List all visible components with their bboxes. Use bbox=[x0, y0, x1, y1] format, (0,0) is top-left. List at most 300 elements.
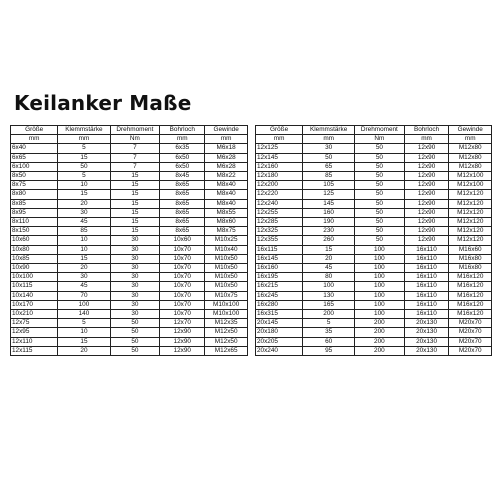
clamping-thickness-cell: 165 bbox=[303, 300, 355, 309]
table-row bbox=[11, 162, 248, 171]
size-cell: 8x150 bbox=[11, 227, 58, 236]
table-row bbox=[11, 346, 248, 355]
header-row bbox=[256, 126, 492, 135]
table-row bbox=[11, 245, 248, 254]
size-cell: 20x180 bbox=[256, 328, 303, 337]
thread-cell: M16x60 bbox=[449, 245, 492, 254]
clamping-thickness-cell: 70 bbox=[58, 291, 110, 300]
torque-cell: 30 bbox=[110, 264, 160, 273]
table-row bbox=[256, 310, 492, 319]
thread-cell: M12x120 bbox=[449, 199, 492, 208]
torque-cell: 200 bbox=[355, 328, 405, 337]
clamping-thickness-cell: 60 bbox=[303, 337, 355, 346]
torque-cell: 100 bbox=[355, 300, 405, 309]
thread-cell: M16x120 bbox=[449, 291, 492, 300]
size-cell: 12x115 bbox=[11, 346, 58, 355]
table-row bbox=[256, 273, 492, 282]
torque-cell: 50 bbox=[355, 190, 405, 199]
col-header-klemmstaerke: Klemmstärke bbox=[303, 126, 355, 135]
thread-cell: M10x100 bbox=[205, 300, 248, 309]
drill-hole-cell: 6x50 bbox=[160, 153, 205, 162]
thread-cell: M12x80 bbox=[449, 162, 492, 171]
drill-hole-cell: 10x70 bbox=[160, 282, 205, 291]
torque-cell: 30 bbox=[110, 291, 160, 300]
clamping-thickness-cell: 100 bbox=[58, 300, 110, 309]
thread-cell: M12x50 bbox=[205, 328, 248, 337]
unit-cell: mm bbox=[160, 135, 205, 144]
size-cell: 12x355 bbox=[256, 236, 303, 245]
size-cell: 12x125 bbox=[256, 144, 303, 153]
unit-cell: mm bbox=[11, 135, 58, 144]
clamping-thickness-cell: 45 bbox=[58, 282, 110, 291]
thread-cell: M6x28 bbox=[205, 162, 248, 171]
size-cell: 16x215 bbox=[256, 282, 303, 291]
table-row bbox=[256, 300, 492, 309]
size-cell: 20x205 bbox=[256, 337, 303, 346]
drill-hole-cell: 16x110 bbox=[404, 245, 449, 254]
thread-cell: M10x40 bbox=[205, 245, 248, 254]
thread-cell: M16x80 bbox=[449, 264, 492, 273]
clamping-thickness-cell: 5 bbox=[58, 319, 110, 328]
torque-cell: 200 bbox=[355, 346, 405, 355]
clamping-thickness-cell: 10 bbox=[58, 245, 110, 254]
table-row bbox=[11, 218, 248, 227]
page-title: Keilanker Maße bbox=[14, 91, 192, 115]
thread-cell: M12x100 bbox=[449, 172, 492, 181]
clamping-thickness-cell: 15 bbox=[58, 153, 110, 162]
units-row bbox=[11, 135, 248, 144]
thread-cell: M20x70 bbox=[449, 319, 492, 328]
clamping-thickness-cell: 30 bbox=[58, 208, 110, 217]
torque-cell: 50 bbox=[355, 199, 405, 208]
table-row bbox=[11, 273, 248, 282]
torque-cell: 100 bbox=[355, 291, 405, 300]
table-row bbox=[256, 181, 492, 190]
drill-hole-cell: 16x110 bbox=[404, 300, 449, 309]
clamping-thickness-cell: 20 bbox=[58, 199, 110, 208]
table-row bbox=[11, 291, 248, 300]
torque-cell: 30 bbox=[110, 310, 160, 319]
drill-hole-cell: 20x130 bbox=[404, 337, 449, 346]
clamping-thickness-cell: 65 bbox=[303, 162, 355, 171]
clamping-thickness-cell: 200 bbox=[303, 310, 355, 319]
table-row bbox=[256, 346, 492, 355]
size-cell: 16x115 bbox=[256, 245, 303, 254]
clamping-thickness-cell: 85 bbox=[303, 172, 355, 181]
clamping-thickness-cell: 5 bbox=[303, 319, 355, 328]
size-cell: 12x160 bbox=[256, 162, 303, 171]
thread-cell: M6x28 bbox=[205, 153, 248, 162]
drill-hole-cell: 8x65 bbox=[160, 227, 205, 236]
table-row bbox=[256, 162, 492, 171]
drill-hole-cell: 12x90 bbox=[404, 199, 449, 208]
clamping-thickness-cell: 85 bbox=[58, 227, 110, 236]
size-cell: 12x145 bbox=[256, 153, 303, 162]
size-cell: 16x160 bbox=[256, 264, 303, 273]
size-cell: 10x85 bbox=[11, 254, 58, 263]
table-row bbox=[256, 291, 492, 300]
drill-hole-cell: 10x70 bbox=[160, 273, 205, 282]
clamping-thickness-cell: 20 bbox=[58, 264, 110, 273]
table-row bbox=[11, 153, 248, 162]
drill-hole-cell: 8x65 bbox=[160, 181, 205, 190]
clamping-thickness-cell: 15 bbox=[58, 190, 110, 199]
clamping-thickness-cell: 160 bbox=[303, 208, 355, 217]
thread-cell: M8x22 bbox=[205, 172, 248, 181]
size-cell: 12x255 bbox=[256, 208, 303, 217]
size-cell: 8x110 bbox=[11, 218, 58, 227]
col-header-bohrloch: Bohrloch bbox=[404, 126, 449, 135]
table-row bbox=[256, 199, 492, 208]
clamping-thickness-cell: 5 bbox=[58, 144, 110, 153]
torque-cell: 100 bbox=[355, 273, 405, 282]
size-cell: 16x195 bbox=[256, 273, 303, 282]
torque-cell: 100 bbox=[355, 282, 405, 291]
drill-hole-cell: 10x60 bbox=[160, 236, 205, 245]
unit-cell: Nm bbox=[110, 135, 160, 144]
clamping-thickness-cell: 260 bbox=[303, 236, 355, 245]
clamping-thickness-cell: 95 bbox=[303, 346, 355, 355]
torque-cell: 100 bbox=[355, 245, 405, 254]
table-row bbox=[11, 300, 248, 309]
table-row bbox=[11, 337, 248, 346]
drill-hole-cell: 8x65 bbox=[160, 199, 205, 208]
drill-hole-cell: 12x90 bbox=[404, 227, 449, 236]
thread-cell: M20x70 bbox=[449, 337, 492, 346]
table-row bbox=[11, 236, 248, 245]
size-cell: 12x285 bbox=[256, 218, 303, 227]
drill-hole-cell: 20x130 bbox=[404, 346, 449, 355]
thread-cell: M8x75 bbox=[205, 227, 248, 236]
size-cell: 16x280 bbox=[256, 300, 303, 309]
unit-cell: mm bbox=[449, 135, 492, 144]
drill-hole-cell: 20x130 bbox=[404, 319, 449, 328]
size-cell: 10x60 bbox=[11, 236, 58, 245]
thread-cell: M10x50 bbox=[205, 273, 248, 282]
torque-cell: 50 bbox=[355, 172, 405, 181]
table-row bbox=[11, 181, 248, 190]
thread-cell: M8x60 bbox=[205, 218, 248, 227]
drill-hole-cell: 16x110 bbox=[404, 310, 449, 319]
drill-hole-cell: 12x90 bbox=[160, 346, 205, 355]
size-cell: 16x315 bbox=[256, 310, 303, 319]
col-header-bohrloch: Bohrloch bbox=[160, 126, 205, 135]
thread-cell: M16x120 bbox=[449, 282, 492, 291]
table-row bbox=[256, 337, 492, 346]
thread-cell: M16x120 bbox=[449, 300, 492, 309]
units-row bbox=[256, 135, 492, 144]
table-row bbox=[11, 208, 248, 217]
drill-hole-cell: 10x70 bbox=[160, 245, 205, 254]
table-row bbox=[256, 236, 492, 245]
unit-cell: mm bbox=[205, 135, 248, 144]
drill-hole-cell: 10x70 bbox=[160, 291, 205, 300]
col-header-gewinde: Gewinde bbox=[205, 126, 248, 135]
torque-cell: 50 bbox=[355, 218, 405, 227]
clamping-thickness-cell: 125 bbox=[303, 190, 355, 199]
torque-cell: 50 bbox=[355, 181, 405, 190]
torque-cell: 50 bbox=[110, 337, 160, 346]
torque-cell: 100 bbox=[355, 264, 405, 273]
unit-cell: mm bbox=[404, 135, 449, 144]
drill-hole-cell: 12x90 bbox=[404, 190, 449, 199]
size-cell: 8x50 bbox=[11, 172, 58, 181]
torque-cell: 50 bbox=[110, 346, 160, 355]
torque-cell: 50 bbox=[355, 236, 405, 245]
size-cell: 10x80 bbox=[11, 245, 58, 254]
drill-hole-cell: 16x110 bbox=[404, 282, 449, 291]
thread-cell: M16x120 bbox=[449, 310, 492, 319]
size-cell: 10x115 bbox=[11, 282, 58, 291]
torque-cell: 50 bbox=[355, 153, 405, 162]
thread-cell: M10x75 bbox=[205, 291, 248, 300]
table-row bbox=[11, 254, 248, 263]
torque-cell: 50 bbox=[110, 319, 160, 328]
unit-cell: mm bbox=[303, 135, 355, 144]
table-row bbox=[256, 328, 492, 337]
table-row bbox=[11, 172, 248, 181]
torque-cell: 30 bbox=[110, 245, 160, 254]
table-row bbox=[11, 319, 248, 328]
drill-hole-cell: 12x90 bbox=[404, 144, 449, 153]
torque-cell: 100 bbox=[355, 310, 405, 319]
size-cell: 16x245 bbox=[256, 291, 303, 300]
size-cell: 6x40 bbox=[11, 144, 58, 153]
unit-cell: Nm bbox=[355, 135, 405, 144]
size-cell: 12x75 bbox=[11, 319, 58, 328]
torque-cell: 50 bbox=[355, 144, 405, 153]
size-cell: 8x75 bbox=[11, 181, 58, 190]
drill-hole-cell: 12x90 bbox=[160, 328, 205, 337]
torque-cell: 15 bbox=[110, 190, 160, 199]
header-row bbox=[11, 126, 248, 135]
drill-hole-cell: 6x35 bbox=[160, 144, 205, 153]
torque-cell: 100 bbox=[355, 254, 405, 263]
size-cell: 20x240 bbox=[256, 346, 303, 355]
clamping-thickness-cell: 5 bbox=[58, 172, 110, 181]
drill-hole-cell: 20x130 bbox=[404, 328, 449, 337]
thread-cell: M8x40 bbox=[205, 190, 248, 199]
drill-hole-cell: 12x70 bbox=[160, 319, 205, 328]
torque-cell: 50 bbox=[355, 208, 405, 217]
table-row bbox=[11, 227, 248, 236]
table-row bbox=[11, 190, 248, 199]
size-cell: 20x145 bbox=[256, 319, 303, 328]
col-header-drehmoment: Drehmoment bbox=[110, 126, 160, 135]
table-row bbox=[11, 328, 248, 337]
clamping-thickness-cell: 30 bbox=[58, 273, 110, 282]
col-header-klemmstaerke: Klemmstärke bbox=[58, 126, 110, 135]
torque-cell: 50 bbox=[110, 328, 160, 337]
size-cell: 12x220 bbox=[256, 190, 303, 199]
clamping-thickness-cell: 10 bbox=[58, 181, 110, 190]
torque-cell: 7 bbox=[110, 162, 160, 171]
clamping-thickness-cell: 50 bbox=[303, 153, 355, 162]
clamping-thickness-cell: 50 bbox=[58, 162, 110, 171]
thread-cell: M16x80 bbox=[449, 254, 492, 263]
torque-cell: 30 bbox=[110, 254, 160, 263]
table-row bbox=[256, 208, 492, 217]
clamping-thickness-cell: 20 bbox=[58, 346, 110, 355]
table-row bbox=[256, 245, 492, 254]
table-row bbox=[11, 264, 248, 273]
thread-cell: M10x50 bbox=[205, 282, 248, 291]
thread-cell: M12x120 bbox=[449, 227, 492, 236]
table-row bbox=[256, 319, 492, 328]
clamping-thickness-cell: 140 bbox=[58, 310, 110, 319]
col-header-gewinde: Gewinde bbox=[449, 126, 492, 135]
drill-hole-cell: 10x70 bbox=[160, 254, 205, 263]
size-cell: 12x180 bbox=[256, 172, 303, 181]
size-cell: 10x140 bbox=[11, 291, 58, 300]
thread-cell: M16x120 bbox=[449, 273, 492, 282]
unit-cell: mm bbox=[58, 135, 110, 144]
torque-cell: 200 bbox=[355, 319, 405, 328]
thread-cell: M6x18 bbox=[205, 144, 248, 153]
torque-cell: 15 bbox=[110, 172, 160, 181]
size-cell: 12x110 bbox=[11, 337, 58, 346]
clamping-thickness-cell: 10 bbox=[58, 236, 110, 245]
thread-cell: M10x25 bbox=[205, 236, 248, 245]
clamping-thickness-cell: 80 bbox=[303, 273, 355, 282]
thread-cell: M12x35 bbox=[205, 319, 248, 328]
clamping-thickness-cell: 45 bbox=[58, 218, 110, 227]
table-row bbox=[256, 172, 492, 181]
col-header-groesse: Größe bbox=[11, 126, 58, 135]
drill-hole-cell: 10x70 bbox=[160, 264, 205, 273]
thread-cell: M10x100 bbox=[205, 310, 248, 319]
clamping-thickness-cell: 15 bbox=[58, 254, 110, 263]
torque-cell: 15 bbox=[110, 181, 160, 190]
torque-cell: 7 bbox=[110, 153, 160, 162]
clamping-thickness-cell: 10 bbox=[58, 328, 110, 337]
size-cell: 10x100 bbox=[11, 273, 58, 282]
drill-hole-cell: 8x65 bbox=[160, 190, 205, 199]
clamping-thickness-cell: 30 bbox=[303, 144, 355, 153]
table-row bbox=[256, 264, 492, 273]
drill-hole-cell: 8x65 bbox=[160, 218, 205, 227]
table-row bbox=[256, 282, 492, 291]
drill-hole-cell: 16x110 bbox=[404, 273, 449, 282]
torque-cell: 15 bbox=[110, 208, 160, 217]
torque-cell: 15 bbox=[110, 218, 160, 227]
clamping-thickness-cell: 20 bbox=[303, 254, 355, 263]
table-row bbox=[256, 218, 492, 227]
drill-hole-cell: 12x90 bbox=[404, 162, 449, 171]
thread-cell: M20x70 bbox=[449, 346, 492, 355]
clamping-thickness-cell: 130 bbox=[303, 291, 355, 300]
col-header-drehmoment: Drehmoment bbox=[355, 126, 405, 135]
size-cell: 10x90 bbox=[11, 264, 58, 273]
thread-cell: M8x40 bbox=[205, 181, 248, 190]
thread-cell: M12x50 bbox=[205, 337, 248, 346]
size-cell: 8x95 bbox=[11, 208, 58, 217]
drill-hole-cell: 12x90 bbox=[160, 337, 205, 346]
table-row bbox=[256, 144, 492, 153]
table-row bbox=[11, 310, 248, 319]
thread-cell: M12x80 bbox=[449, 153, 492, 162]
size-cell: 10x210 bbox=[11, 310, 58, 319]
drill-hole-cell: 16x110 bbox=[404, 264, 449, 273]
size-cell: 6x65 bbox=[11, 153, 58, 162]
unit-cell: mm bbox=[256, 135, 303, 144]
size-cell: 8x85 bbox=[11, 199, 58, 208]
clamping-thickness-cell: 15 bbox=[58, 337, 110, 346]
table-row bbox=[256, 190, 492, 199]
torque-cell: 7 bbox=[110, 144, 160, 153]
torque-cell: 30 bbox=[110, 236, 160, 245]
drill-hole-cell: 6x50 bbox=[160, 162, 205, 171]
col-header-groesse: Größe bbox=[256, 126, 303, 135]
table-body-right bbox=[256, 144, 492, 356]
drill-hole-cell: 10x70 bbox=[160, 310, 205, 319]
drill-hole-cell: 12x90 bbox=[404, 153, 449, 162]
thread-cell: M8x40 bbox=[205, 199, 248, 208]
table-row bbox=[256, 153, 492, 162]
torque-cell: 50 bbox=[355, 162, 405, 171]
drill-hole-cell: 8x65 bbox=[160, 208, 205, 217]
thread-cell: M12x120 bbox=[449, 208, 492, 217]
thread-cell: M10x50 bbox=[205, 264, 248, 273]
dimensions-table-left bbox=[10, 125, 248, 356]
thread-cell: M12x80 bbox=[449, 144, 492, 153]
dimensions-table-right bbox=[255, 125, 492, 356]
table-row bbox=[256, 227, 492, 236]
drill-hole-cell: 12x90 bbox=[404, 172, 449, 181]
torque-cell: 50 bbox=[355, 227, 405, 236]
thread-cell: M12x120 bbox=[449, 190, 492, 199]
torque-cell: 15 bbox=[110, 199, 160, 208]
size-cell: 6x100 bbox=[11, 162, 58, 171]
clamping-thickness-cell: 190 bbox=[303, 218, 355, 227]
drill-hole-cell: 12x90 bbox=[404, 218, 449, 227]
torque-cell: 15 bbox=[110, 227, 160, 236]
table-body-left bbox=[11, 144, 248, 356]
drill-hole-cell: 10x70 bbox=[160, 300, 205, 309]
drill-hole-cell: 16x110 bbox=[404, 291, 449, 300]
table-row bbox=[11, 144, 248, 153]
clamping-thickness-cell: 100 bbox=[303, 282, 355, 291]
torque-cell: 200 bbox=[355, 337, 405, 346]
thread-cell: M10x50 bbox=[205, 254, 248, 263]
thread-cell: M12x120 bbox=[449, 218, 492, 227]
table-row bbox=[11, 199, 248, 208]
size-cell: 12x240 bbox=[256, 199, 303, 208]
thread-cell: M20x70 bbox=[449, 328, 492, 337]
drill-hole-cell: 8x45 bbox=[160, 172, 205, 181]
size-cell: 12x200 bbox=[256, 181, 303, 190]
size-cell: 12x95 bbox=[11, 328, 58, 337]
size-cell: 12x325 bbox=[256, 227, 303, 236]
torque-cell: 30 bbox=[110, 300, 160, 309]
torque-cell: 30 bbox=[110, 282, 160, 291]
clamping-thickness-cell: 105 bbox=[303, 181, 355, 190]
thread-cell: M12x65 bbox=[205, 346, 248, 355]
clamping-thickness-cell: 15 bbox=[303, 245, 355, 254]
clamping-thickness-cell: 230 bbox=[303, 227, 355, 236]
torque-cell: 30 bbox=[110, 273, 160, 282]
drill-hole-cell: 12x90 bbox=[404, 181, 449, 190]
drill-hole-cell: 12x90 bbox=[404, 208, 449, 217]
size-cell: 10x170 bbox=[11, 300, 58, 309]
thread-cell: M8x55 bbox=[205, 208, 248, 217]
thread-cell: M12x100 bbox=[449, 181, 492, 190]
clamping-thickness-cell: 35 bbox=[303, 328, 355, 337]
drill-hole-cell: 16x110 bbox=[404, 254, 449, 263]
clamping-thickness-cell: 145 bbox=[303, 199, 355, 208]
size-cell: 8x80 bbox=[11, 190, 58, 199]
table-row bbox=[11, 282, 248, 291]
